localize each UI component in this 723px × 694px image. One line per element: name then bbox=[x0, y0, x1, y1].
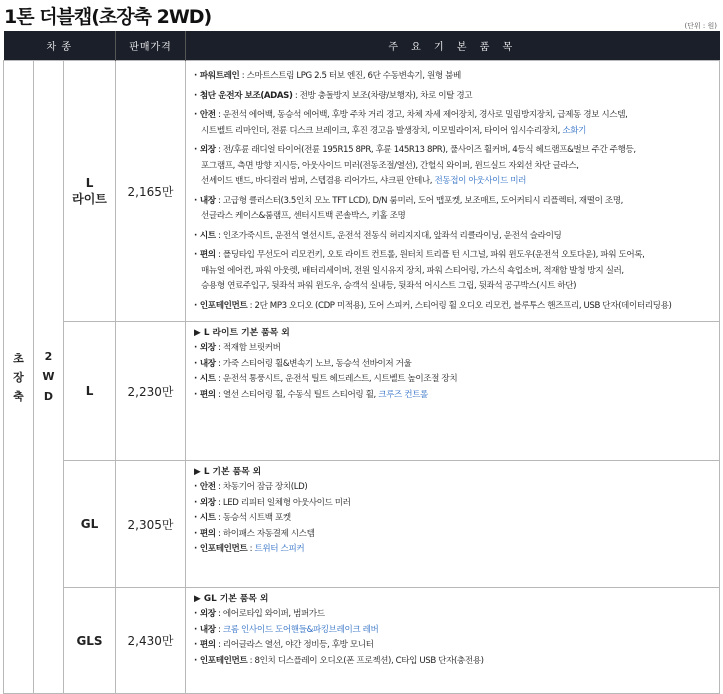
axle-label: 초 장 축 bbox=[13, 351, 24, 403]
unit-note: (단위 : 원) bbox=[684, 22, 717, 30]
feature-group bbox=[194, 143, 713, 190]
bullet-icon: · bbox=[194, 655, 197, 666]
feature-line bbox=[194, 209, 713, 225]
feature-category: 외장 bbox=[199, 145, 216, 155]
feature-line bbox=[194, 248, 713, 264]
feature-category: 편의 bbox=[199, 528, 216, 539]
feature-line bbox=[194, 480, 713, 496]
feature-text: 스마트스트림 LPG 2.5 터보 엔진, 6단 수동변속기, 원형 붐베 bbox=[246, 71, 461, 81]
feature-text: 에어로타입 와이퍼, 범퍼가드 bbox=[222, 609, 325, 619]
feature-category: 편의 bbox=[199, 389, 216, 400]
trim-name bbox=[64, 61, 116, 322]
header-price: 판매가격 bbox=[116, 31, 186, 61]
feature-category: 안전 bbox=[199, 110, 216, 120]
trim-price: 2,165만 bbox=[116, 61, 186, 322]
feature-category: 내장 bbox=[199, 358, 216, 369]
base-features-note: ▶ L 기본 품목 외 bbox=[194, 467, 262, 477]
feature-group bbox=[194, 480, 713, 496]
feature-separator: : bbox=[215, 624, 223, 635]
trim-price: 2,230만 bbox=[116, 322, 186, 461]
feature-group bbox=[194, 496, 713, 512]
feature-group bbox=[194, 654, 713, 670]
feature-text: 리어글라스 열선, 야간 정비등, 후방 모니터 bbox=[222, 640, 374, 650]
feature-text: 가죽 스티어링 휠&변속기 노브, 동승석 선바이저 거울 bbox=[222, 358, 412, 369]
base-features-note: ▶ L 라이트 기본 품목 외 bbox=[194, 328, 290, 338]
feature-line bbox=[194, 299, 713, 315]
trim-features bbox=[186, 461, 720, 588]
feature-separator: : bbox=[239, 71, 247, 81]
feature-line bbox=[194, 496, 713, 512]
trim-name bbox=[64, 461, 116, 588]
bullet-icon: · bbox=[194, 195, 197, 206]
feature-line bbox=[194, 174, 713, 190]
feature-group bbox=[194, 623, 713, 639]
feature-line bbox=[194, 229, 713, 245]
trim-features bbox=[186, 322, 720, 461]
feature-text: 선글라스 케이스&룸램프, 센터시트백 콘솔박스, 키홀 조명 bbox=[201, 211, 406, 221]
trim-name-line: GLS bbox=[76, 633, 103, 648]
axle-cell bbox=[4, 61, 34, 694]
feature-separator: : bbox=[215, 343, 223, 353]
feature-line bbox=[194, 372, 713, 388]
feature-category: 안전 bbox=[199, 482, 216, 492]
feature-text: 선셰이드 밴드, 바디컬러 범퍼, 스텝겸용 리어가드, 샤크핀 안테나, bbox=[201, 176, 433, 186]
feature-category: 인포테인먼트 bbox=[199, 300, 248, 311]
trim-name-line: GL bbox=[80, 517, 99, 531]
feature-text: 하이패스 자동결제 시스템 bbox=[222, 528, 315, 539]
feature-group bbox=[194, 638, 713, 654]
feature-group bbox=[194, 527, 713, 543]
table-header-row bbox=[4, 31, 720, 61]
feature-separator: : bbox=[215, 513, 223, 523]
feature-line bbox=[194, 264, 713, 280]
feature-group bbox=[194, 511, 713, 527]
feature-group bbox=[194, 194, 713, 225]
feature-separator: : bbox=[215, 250, 223, 260]
feature-line bbox=[194, 654, 713, 670]
feature-text: 운전석 에어백, 동승석 에어백, 후방 주차 거리 경고, 차체 자세 제어장치, 경사로 밀림방지장치, 급제동 경보 시스템, bbox=[222, 110, 628, 120]
feature-group bbox=[194, 89, 713, 105]
feature-category: 시트 bbox=[199, 513, 216, 523]
feature-text: 열선 스티어링 휠, 수동식 틸트 스티어링 휠, bbox=[222, 389, 376, 400]
feature-separator: : bbox=[215, 110, 223, 120]
trim-features bbox=[186, 61, 720, 322]
feature-line bbox=[194, 69, 713, 85]
page-title: 1톤 더블캡(초장축 2WD) bbox=[4, 6, 212, 28]
bullet-icon: · bbox=[194, 482, 197, 492]
bullet-icon: · bbox=[194, 250, 197, 260]
feature-group bbox=[194, 372, 713, 388]
feature-separator: : bbox=[247, 544, 255, 554]
table-row bbox=[4, 322, 720, 461]
feature-group bbox=[194, 229, 713, 245]
feature-category: 편의 bbox=[199, 250, 216, 260]
bullet-icon: · bbox=[194, 300, 197, 311]
feature-line bbox=[194, 159, 713, 175]
feature-separator: : bbox=[215, 230, 223, 241]
feature-highlight: 크롬 인사이드 도어핸들&파킹브레이크 레버 bbox=[222, 624, 379, 635]
bullet-icon: · bbox=[194, 624, 197, 635]
feature-separator: : bbox=[292, 90, 300, 101]
feature-separator: : bbox=[215, 195, 223, 206]
feature-text: LED 리피터 일체형 아웃사이드 미러 bbox=[222, 497, 351, 508]
feature-text: 2단 MP3 오디오 (CDP 미적용), 도어 스피커, 스티어링 휠 오디오 리모컨, 블루투스 핸즈프리, USB 단자(데이터리딩용) bbox=[254, 300, 672, 311]
bullet-icon: · bbox=[194, 343, 197, 353]
feature-text: 포그램프, 측면 방향 지시등, 아웃사이드 미러(전동조절/열선), 간헐식 와이퍼, 윈드실드 자외선 차단 글라스, bbox=[201, 160, 579, 171]
feature-category: 시트 bbox=[199, 374, 216, 384]
bullet-icon: · bbox=[194, 389, 197, 400]
feature-category: 인포테인먼트 bbox=[199, 655, 248, 666]
trim-name bbox=[64, 322, 116, 461]
feature-line bbox=[194, 607, 713, 623]
feature-separator: : bbox=[247, 300, 255, 311]
bullet-icon: · bbox=[194, 71, 197, 81]
bullet-icon: · bbox=[194, 145, 197, 155]
feature-text: 전/후륜 래디얼 타이어(전륜 195R15 8PR, 후륜 145R13 8PR), 풀사이즈 휠커버, 4등식 헤드램프&벌브 주간 주행등, bbox=[222, 145, 636, 155]
trim-name-line: L bbox=[85, 384, 94, 398]
feature-text: 폴딩타입 무선도어 리모컨키, 오토 라이트 컨트롤, 원터치 트리플 턴 시그널, 파워 윈도우(운전석 오토다운), 파워 도어록, bbox=[222, 250, 645, 260]
feature-text: 승용형 연료주입구, 뒷좌석 파워 윈도우, 승객석 실내등, 뒷좌석 어시스트 그립, 뒷좌석 공구박스(시트 하단) bbox=[201, 281, 577, 291]
feature-line bbox=[194, 341, 713, 357]
bullet-icon: · bbox=[194, 90, 197, 101]
trim-features bbox=[186, 588, 720, 694]
feature-category: 파워트레인 bbox=[199, 71, 240, 81]
header-features: 주 요 기 본 품 목 bbox=[186, 31, 720, 61]
feature-highlight: 전동접이 아웃사이드 미러 bbox=[434, 176, 527, 186]
feature-line bbox=[194, 194, 713, 210]
feature-group bbox=[194, 542, 713, 558]
feature-line bbox=[194, 542, 713, 558]
bullet-icon: · bbox=[194, 230, 197, 241]
feature-separator: : bbox=[247, 655, 255, 666]
header-vehicle: 차 종 bbox=[4, 31, 116, 61]
feature-separator: : bbox=[215, 528, 223, 539]
bullet-icon: · bbox=[194, 358, 197, 369]
bullet-icon: · bbox=[194, 513, 197, 523]
feature-line bbox=[194, 388, 713, 404]
feature-separator: : bbox=[215, 497, 223, 508]
trim-price: 2,305만 bbox=[116, 461, 186, 588]
feature-group bbox=[194, 299, 713, 315]
bullet-icon: · bbox=[194, 640, 197, 650]
feature-text: 매뉴얼 에어컨, 파워 아웃렛, 배터리세이버, 전원 일시유지 장치, 파워 스티어링, 가스식 쇽업소버, 적재함 발청 방지 실러, bbox=[201, 265, 624, 276]
feature-line bbox=[194, 623, 713, 639]
drive-cell bbox=[34, 61, 64, 694]
price-table bbox=[3, 31, 720, 694]
feature-category: 인포테인먼트 bbox=[199, 544, 248, 554]
feature-text: 운전석 통풍시트, 운전석 틸트 헤드레스트, 시트벨트 높이조절 장치 bbox=[222, 374, 458, 384]
trim-name-line: 라이트 bbox=[72, 191, 107, 206]
feature-group bbox=[194, 341, 713, 357]
feature-group bbox=[194, 108, 713, 139]
feature-text: 인조가죽시트, 운전석 열선시트, 운전석 전동식 허리지지대, 앞좌석 리클라이닝, 운전석 슬라이딩 bbox=[222, 230, 562, 241]
feature-text: 적재함 브릿커버 bbox=[222, 343, 281, 353]
feature-line bbox=[194, 108, 713, 124]
table-row bbox=[4, 461, 720, 588]
feature-text: 전방 충돌방지 보조(차량/보행자), 차로 이탈 경고 bbox=[299, 90, 473, 101]
drive-label: 2 W D bbox=[42, 350, 55, 403]
feature-text: 8인치 디스플레이 오디오(폰 프로젝션), C타입 USB 단자(충전용) bbox=[254, 655, 484, 666]
feature-separator: : bbox=[215, 145, 223, 155]
feature-highlight: 소화기 bbox=[562, 125, 587, 136]
feature-highlight: 크루즈 컨트롤 bbox=[378, 389, 428, 400]
feature-group bbox=[194, 248, 713, 295]
feature-separator: : bbox=[215, 358, 223, 369]
feature-line bbox=[194, 143, 713, 159]
feature-separator: : bbox=[215, 609, 223, 619]
feature-category: 편의 bbox=[199, 640, 216, 650]
feature-category: 시트 bbox=[199, 230, 216, 241]
feature-group bbox=[194, 357, 713, 373]
feature-line bbox=[194, 124, 713, 140]
bullet-icon: · bbox=[194, 528, 197, 539]
trim-name-line: L bbox=[85, 175, 94, 190]
feature-category: 외장 bbox=[199, 609, 216, 619]
base-features-note: ▶ GL 기본 품목 외 bbox=[194, 594, 269, 604]
feature-category: 외장 bbox=[199, 343, 216, 353]
trim-price: 2,430만 bbox=[116, 588, 186, 694]
feature-group bbox=[194, 69, 713, 85]
feature-category: 외장 bbox=[199, 497, 216, 508]
feature-separator: : bbox=[215, 640, 223, 650]
bullet-icon: · bbox=[194, 497, 197, 508]
feature-line bbox=[194, 527, 713, 543]
feature-text: 시트벨트 리마인더, 전륜 디스크 브레이크, 후진 경고음 발생장치, 이모빌라이저, 타이어 임시수리장치, bbox=[201, 125, 560, 136]
feature-group bbox=[194, 388, 713, 404]
feature-line bbox=[194, 511, 713, 527]
trim-name bbox=[64, 588, 116, 694]
feature-text: 동승석 시트백 포켓 bbox=[222, 513, 291, 523]
feature-separator: : bbox=[215, 389, 223, 400]
feature-text: 고급형 클러스터(3.5인치 모노 TFT LCD), D/N 룸미러, 도어 맵포켓, 보조매트, 도어커티시 리플렉터, 재떨이 조명, bbox=[222, 195, 623, 206]
table-row bbox=[4, 61, 720, 322]
bullet-icon: · bbox=[194, 110, 197, 120]
feature-separator: : bbox=[215, 482, 223, 492]
feature-line bbox=[194, 89, 713, 105]
feature-line bbox=[194, 357, 713, 373]
feature-category: 내장 bbox=[199, 195, 216, 206]
feature-line bbox=[194, 279, 713, 295]
bullet-icon: · bbox=[194, 544, 197, 554]
table-row bbox=[4, 588, 720, 694]
feature-highlight: 트위터 스피커 bbox=[254, 544, 305, 554]
bullet-icon: · bbox=[194, 374, 197, 384]
feature-line bbox=[194, 638, 713, 654]
feature-group bbox=[194, 607, 713, 623]
feature-category: 내장 bbox=[199, 624, 216, 635]
bullet-icon: · bbox=[194, 609, 197, 619]
feature-text: 차동기어 잠금 장치(LD) bbox=[222, 482, 308, 492]
feature-category: 첨단 운전자 보조(ADAS) bbox=[199, 90, 293, 101]
feature-separator: : bbox=[215, 374, 223, 384]
